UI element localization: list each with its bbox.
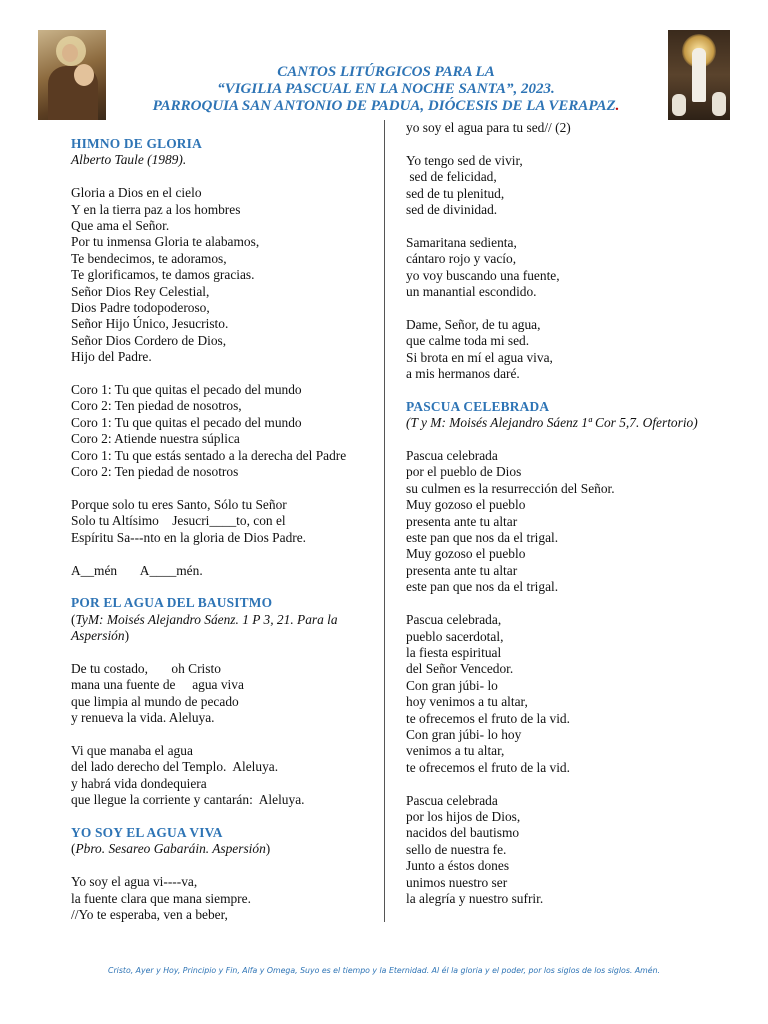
himno-amen: A__mén A____mén. (71, 562, 203, 578)
verse-line: Si brota en mí el agua viva, (406, 349, 553, 365)
verse-line: presenta ante tu altar (406, 513, 518, 529)
verse-line: este pan que nos da el trigal. (406, 579, 559, 595)
verse-line: Coro 1: Tu que quitas el pecado del mundo (71, 382, 302, 398)
agua-author (71, 612, 371, 645)
header-line-3 (106, 98, 666, 115)
pascua-stanza-1 (406, 448, 706, 596)
himno-stanza-3 (71, 497, 371, 546)
verse-line: Coro 2: Ten piedad de nosotros (71, 464, 239, 480)
verse-line: sed de felicidad, (406, 169, 497, 185)
verse-line: Por tu inmensa Gloria te alabamos, (71, 234, 260, 250)
yosoy-author (71, 841, 371, 857)
himno-stanza-2 (71, 382, 371, 480)
verse-line: la alegría y nuestro sufrir. (406, 890, 544, 906)
verse-line: hoy venimos a tu altar, (406, 694, 528, 710)
himno-stanza-1 (71, 185, 371, 365)
verse-line: te ofrecemos el fruto de la vid. (406, 710, 570, 726)
pascua-stanza-2 (406, 612, 706, 776)
verse-line: que limpia al mundo de pecado (71, 693, 239, 709)
himno-author: Alberto Taule (1989). (71, 152, 187, 168)
agua-stanza-2 (71, 743, 371, 809)
verse-line: Porque solo tu eres Santo, Sólo tu Señor (71, 496, 287, 512)
verse-line: sello de nuestra fe. (406, 841, 507, 857)
verse-line: presenta ante tu altar (406, 562, 518, 578)
verse-line: Gloria a Dios en el cielo (71, 185, 202, 201)
verse-line: del lado derecho del Templo. Aleluya. (71, 759, 279, 775)
verse-line: y habrá vida dondequiera (71, 775, 207, 791)
verse-line: Señor Dios Cordero de Dios, (71, 332, 227, 348)
verse-line: este pan que nos da el trigal. (406, 530, 559, 546)
verse-line: //Yo te esperaba, ven a beber, (71, 906, 228, 922)
verse-line: a mis hermanos daré. (406, 366, 520, 382)
verse-line: Te bendecimos, te adoramos, (71, 250, 227, 266)
verse-line: Pascua celebrada (406, 792, 498, 808)
verse-line: Coro 2: Ten piedad de nosotros, (71, 398, 242, 414)
verse-line: Y en la tierra paz a los hombres (71, 201, 241, 217)
verse-line: yo voy buscando una fuente, (406, 267, 560, 283)
verse-line: Señor Dios Rey Celestial, (71, 283, 210, 299)
agua-author-close: ) (124, 628, 130, 644)
verse-line: Que ama el Señor. (71, 218, 170, 234)
resurrection-image (668, 30, 730, 120)
verse-line: Con gran júbi- lo hoy (406, 726, 522, 742)
verse-line: Dame, Señor, de tu agua, (406, 316, 541, 332)
yosoy-stanza-1 (71, 874, 371, 923)
verse-line: De tu costado, oh Cristo (71, 660, 221, 676)
yosoy-author-text: Pbro. Sesareo Gabaráin. Aspersión (75, 841, 266, 857)
agua-author-text: TyM: Moisés Alejandro Sáenz. 1 P 3, 21. Para la Aspersión (71, 611, 338, 644)
agua-author-open: ( (71, 611, 76, 627)
verse-line: que llegue la corriente y cantarán: Aleluya. (71, 792, 305, 808)
verse-line: y renueva la vida. Aleluya. (71, 710, 215, 726)
verse-line: Pascua celebrada (406, 448, 498, 464)
verse-line: Vi que manaba el agua (71, 742, 193, 758)
pascua-title: PASCUA CELEBRADA (406, 398, 550, 414)
pascua-author: (T y M: Moisés Alejandro Sáenz 1ª Cor 5,7. Ofertorio) (406, 415, 698, 431)
verse-line: cántaro rojo y vacío, (406, 251, 517, 267)
yosoy-author-close: ) (265, 841, 271, 857)
verse-line: un manantial escondido. (406, 284, 537, 300)
stanza-dame (406, 317, 706, 383)
stanza-sed (406, 153, 706, 219)
footer-doxology: Cristo, Ayer y Hoy, Principio y Fin, Alfa y Omega, Suyo es el tiempo y la Eternidad. Al él la gloria y el poder, por los siglos de los siglos. Amén. (108, 966, 660, 975)
header-line-1: CANTOS LITÚRGICOS PARA LA (277, 64, 495, 80)
verse-line: que calme toda mi sed. (406, 333, 530, 349)
verse-line: Dios Padre todopoderoso, (71, 300, 210, 316)
header-red-dot: . (615, 98, 620, 114)
agua-title: POR EL AGUA DEL BAUSITMO (71, 595, 273, 611)
verse-line: por el pueblo de Dios (406, 464, 522, 480)
verse-line: la fuente clara que mana siempre. (71, 890, 251, 906)
document-header (106, 64, 666, 115)
right-column (406, 120, 706, 907)
himno-title: HIMNO DE GLORIA (71, 136, 202, 151)
verse-line: Yo soy el agua vi----va, (71, 874, 198, 890)
verse-line: Señor Hijo Único, Jesucristo. (71, 316, 229, 332)
verse-line: pueblo sacerdotal, (406, 628, 504, 644)
verse-line: te ofrecemos el fruto de la vid. (406, 759, 570, 775)
verse-line: nacidos del bautismo (406, 825, 520, 841)
left-column (71, 136, 371, 923)
verse-line: sed de tu plenitud, (406, 185, 505, 201)
verse-line: la fiesta espiritual (406, 644, 502, 660)
verse-line: por los hijos de Dios, (406, 808, 521, 824)
saint-anthony-image (38, 30, 106, 120)
header-parish: PARROQUIA SAN ANTONIO DE PADUA, DIÓCESIS DE LA VERAPAZ (152, 98, 616, 114)
verse-line: Pascua celebrada, (406, 612, 502, 628)
verse-line: Te glorificamos, te damos gracias. (71, 267, 255, 283)
yosoy-author-open: ( (71, 841, 76, 857)
verse-line: Con gran júbi- lo (406, 677, 498, 693)
verse-line: yo soy el agua para tu sed// (2) (406, 120, 571, 135)
column-divider (384, 120, 385, 922)
yosoy-continuation (406, 120, 706, 136)
verse-line: del Señor Vencedor. (406, 661, 514, 677)
verse-line: Muy gozoso el pueblo (406, 546, 526, 562)
verse-line: su culmen es la resurrección del Señor. (406, 480, 615, 496)
verse-line: Junto a éstos dones (406, 858, 510, 874)
verse-line: mana una fuente de agua viva (71, 677, 244, 693)
verse-line: Yo tengo sed de vivir, (406, 152, 523, 168)
stanza-samaritana (406, 235, 706, 301)
verse-line: Solo tu Altísimo Jesucri____to, con el (71, 513, 286, 529)
verse-line: Hijo del Padre. (71, 349, 152, 365)
verse-line: Coro 1: Tu que quitas el pecado del mundo (71, 414, 302, 430)
verse-line: Samaritana sedienta, (406, 234, 517, 250)
verse-line: unimos nuestro ser (406, 874, 508, 890)
verse-line: Muy gozoso el pueblo (406, 497, 526, 513)
verse-line: Coro 1: Tu que estás sentado a la derecha del Padre (71, 447, 347, 463)
verse-line: Coro 2: Atiende nuestra súplica (71, 431, 240, 447)
verse-line: venimos a tu altar, (406, 743, 505, 759)
verse-line: sed de divinidad. (406, 202, 498, 218)
agua-stanza-1 (71, 661, 371, 727)
verse-line: Espíritu Sa---nto en la gloria de Dios Padre. (71, 529, 307, 545)
header-line-2: “VIGILIA PASCUAL EN LA NOCHE SANTA”, 2023. (217, 81, 555, 97)
yosoy-title: YO SOY EL AGUA VIVA (71, 824, 223, 840)
pascua-stanza-3 (406, 793, 706, 908)
